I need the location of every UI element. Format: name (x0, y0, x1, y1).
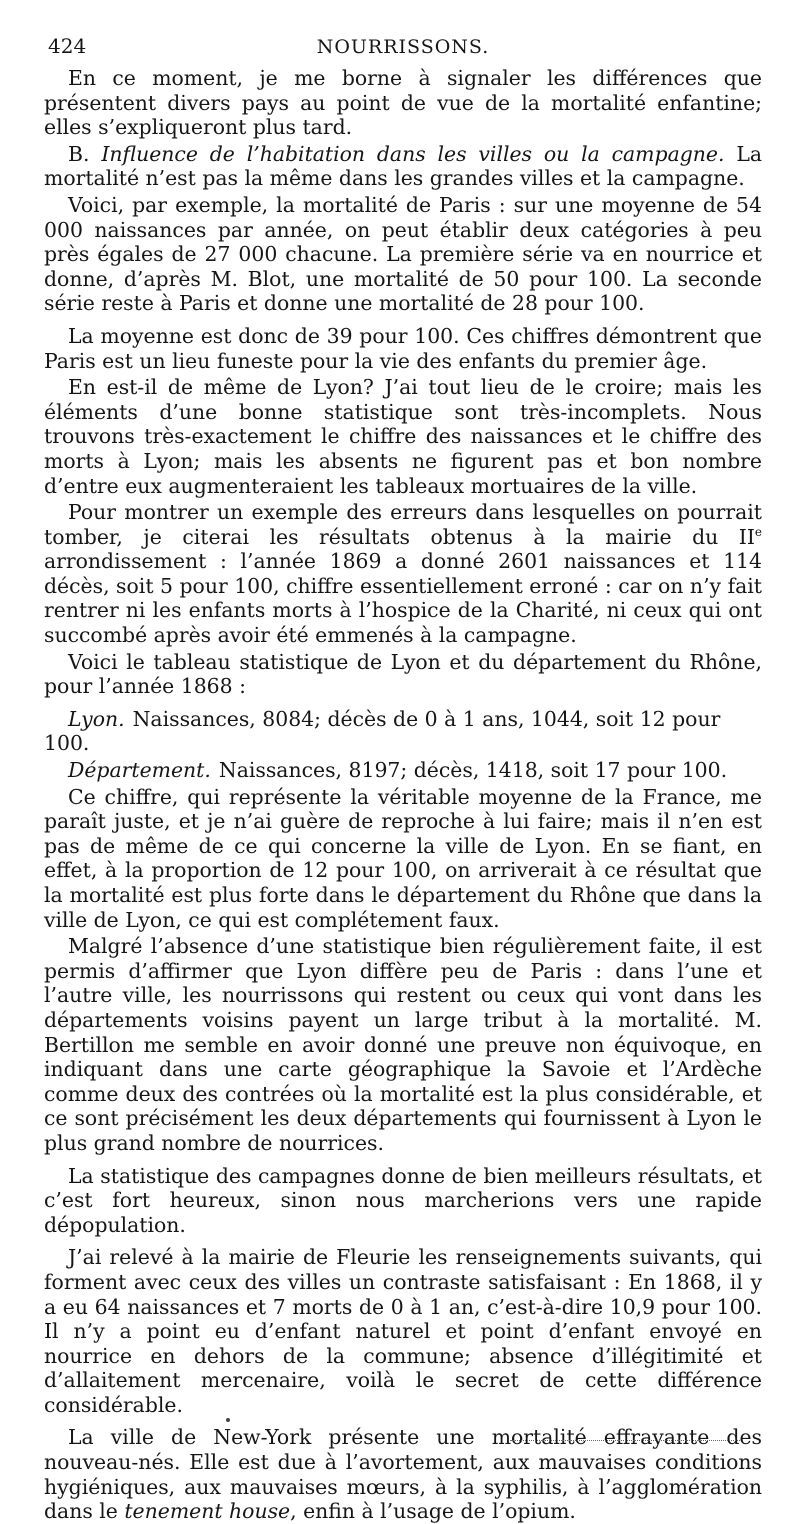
running-head: NOURRISSONS. (316, 36, 490, 58)
arrondissement-sup: e (754, 524, 762, 539)
stat-text: Naissances, 8197; décès, 1418, soit 17 pour 100. (218, 758, 728, 783)
paragraph: Malgré l’absence d’une statistique bien régulièrement faite, il est permis d’affirmer que Lyon diffère peu de Paris : dans l’une et l’autre ville, les nourrissons qui restent ou ceux qui vont dans les départements voisins payent un large tribut à la mortalité. M. Bertillon me semble en avoir donné une preuve non équivoque, en indiquant dans une carte géographique la Savoie et l’Ardèche comme deux des contrées où la mortalité est la plus considérable, et ce sont précisément les deux départements qui fournissent à Lyon le plus grand nombre de nourrices. (44, 934, 762, 1155)
paragraph: Voici le tableau statistique de Lyon et du département du Rhône, pour l’année 1868 : (44, 649, 762, 699)
newyork-text-before: La ville de New-York présente une mortalité effrayante des nouveau-nés. Elle est due à l’avortement, aux mauvaises conditions hygiéniques, aux mauvaises mœurs, à la syphilis, à l’agglomération dans le (44, 1425, 762, 1524)
stat-text: Naissances, 8084; décès de 0 à 1 ans, 1044, soit 12 pour 100. (44, 706, 721, 756)
stat-place: Département. (68, 758, 211, 783)
section-title: Influence de l’habitation dans les villes ou la campagne. (101, 141, 725, 166)
arrondissement-text-after: arrondissement : l’année 1869 a donné 2601 naissances et 114 décès, soit 5 pour 100, chiffre essentiellement erroné : car on n’y fait rentrer ni les enfants morts à l’hospice de la Charité, ni ceux qui ont succombé après avoir été emmenés à la campagne. (44, 549, 762, 648)
paragraph: Ce chiffre, qui représente la véritable moyenne de la France, me paraît juste, et je n’ai guère de reproche à lui faire; mais il n’en est pas de même de ce qui concerne la ville de Lyon. En se fiant, en effet, à la proportion de 12 pour 100, on arriverait à ce résultat que la mortalité est plus forte dans le département du Rhône que dans la ville de Lyon, ce qui est complétement faux. (44, 784, 762, 932)
arrondissement-paragraph (44, 500, 762, 648)
newyork-italic: tenement house (124, 1499, 291, 1524)
paragraph: La statistique des campagnes donne de bien meilleurs résultats, et c’est fort heureux, sinon nous marcherions vers une rapide dépopulation. (44, 1163, 762, 1237)
paragraph: En ce moment, je me borne à signaler les différences que présentent divers pays au point de vue de la mortalité enfantine; elles s’expliqueront plus tard. (44, 66, 762, 140)
stat-line-lyon (44, 707, 762, 756)
page-header (44, 26, 762, 66)
section-letter: B. (68, 141, 90, 166)
stat-place: Lyon. (68, 706, 125, 731)
stat-line-departement (44, 758, 762, 783)
footer-rule (510, 1440, 740, 1441)
paragraph: J’ai relevé à la mairie de Fleurie les renseignements suivants, qui forment avec ceux des villes un contraste satisfaisant : En 1868, il y a eu 64 naissances et 7 morts de 0 à 1 an, c’est-à-dire 10,9 pour 100. Il n’y a point eu d’enfant naturel et point d’enfant envoyé en nourrice en dehors de la commune; absence d’illégitimité et d’allaitement mercenaire, voilà le secret de cette différence considérable. (44, 1245, 762, 1417)
section-text: La mortalité n’est pas la même dans les grandes villes et la campagne. (44, 141, 763, 191)
section-b-paragraph (44, 142, 762, 191)
arrondissement-text-before: Pour montrer un exemple des erreurs dans lesquelles on pourrait tomber, je citerai les résultats obtenus à la mairie du II (44, 500, 762, 549)
newyork-text-after: , enfin à l’usage de l’opium. (290, 1499, 576, 1524)
paragraph: En est-il de même de Lyon? J’ai tout lieu de le croire; mais les éléments d’une bonne statistique sont très-incomplets. Nous trouvons très-exactement le chiffre des naissances et le chiffre des morts à Lyon; mais les absents ne figurent pas et bon nombre d’entre eux augmenteraient les tableaux mortuaires de la ville. (44, 375, 762, 498)
paragraph: Voici, par exemple, la mortalité de Paris : sur une moyenne de 54 000 naissances par année, on peut établir deux catégories à peu près égales de 27 000 chacune. La première série va en nourrice et donne, d’après M. Blot, une mortalité de 50 pour 100. La seconde série reste à Paris et donne une mortalité de 28 pour 100. (44, 192, 762, 316)
printer-mark (226, 1418, 230, 1422)
page-body (44, 66, 762, 1524)
paragraph: La moyenne est donc de 39 pour 100. Ces chiffres démontrent que Paris est un lieu funeste pour la vie des enfants du premier âge. (44, 323, 762, 373)
page-number: 424 (48, 34, 87, 58)
